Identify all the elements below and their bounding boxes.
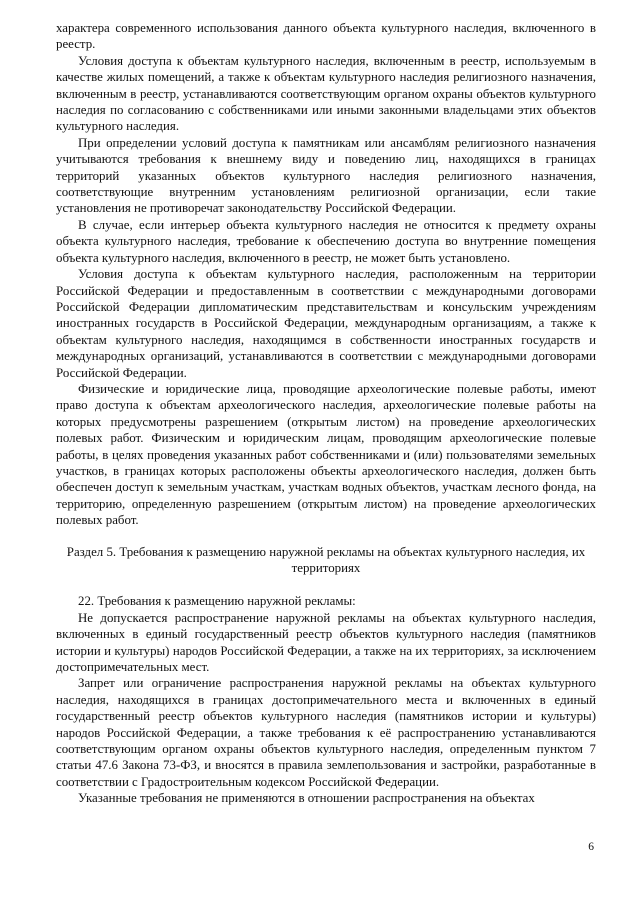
paragraph: Условия доступа к объектам культурного наследия, расположенным на территории Российской Федерации и предоставленным в соответствии с международными договорами Российской Федерации дипломатическим представительствам и консульским учреждениям иностранных государств в Российской Федерации, международным организациям, а также к объектам культурного наследия, находящимся в собственности иностранных государств и международных организаций, устанавливаются в соответствии с международными договорами Российской Федерации. [56,267,596,380]
paragraph: В случае, если интерьер объекта культурного наследия не относится к предмету охраны объекта культурного наследия, требование к обеспечению доступа во внутренние помещения объекта культурного наследия, включенного в реестр, не может быть установлено. [56,217,596,265]
paragraph: Условия доступа к объектам культурного наследия, включенным в реестр, используемым в качестве жилых помещений, а также к объектам культурного наследия религиозного назначения, включенным в реестр, устанавливаются соответствующим органом охраны объектов культурного наследия по согласованию с собственниками или иными законными владельцами этих объектов культурного наследия. [56,53,596,134]
paragraph: Запрет или ограничение распространения наружной рекламы на объектах культурного наследия, находящихся в границах достопримечательного места и включенных в единый государственный реестр объектов культурного наследия (памятников истории и культуры) народов Российской Федерации, а также требования к её распространению устанавливаются соответствующим органом охраны объектов культурного наследия, определенным пунктом 7 статьи 47.6 Закона 73-ФЗ, и вносятся в правила землепользования и застройки, разработанные в соответствии с Градостроительным кодексом Российской Федерации. [56,676,596,789]
section-heading: Раздел 5. Требования к размещению наружной рекламы на объектах культурного наследия, их территориях [66,544,586,575]
page-number: 6 [588,841,594,853]
paragraph: характера современного использования данного объекта культурного наследия, включенного в реестр. [56,21,596,52]
paragraph: Указанные требования не применяются в отношении распространения на объектах [78,791,535,806]
clause-title: 22. Требования к размещению наружной рекламы: [78,594,356,609]
paragraph: Не допускается распространение наружной рекламы на объектах культурного наследия, включенных в единый государственный реестр объектов культурного наследия (памятников истории и культуры) народов Российской Федерации, а также на их территориях, за исключением достопримечательных мест. [56,610,596,675]
paragraph: При определении условий доступа к памятникам или ансамблям религиозного назначения учитываются требования к внешнему виду и поведению лиц, находящихся в границах территорий указанных объектов культурного наследия религиозного назначения, соответствующие внутренним установлениям религиозной организации, если такие установления не противоречат законодательству Российской Федерации. [56,135,596,216]
document-body [56,20,596,807]
paragraph: Физические и юридические лица, проводящие археологические полевые работы, имеют право доступа к объектам археологического наследия, археологические полевые работы на которых предусмотрены разрешением (открытым листом) на проведение археологических полевых работ. Физическим и юридическим лицам, проводящим археологические полевые работы, в целях проведения указанных работ собственниками и (или) пользователями земельных участков, в границах которых расположены объекты археологического наследия, должен быть обеспечен доступ к земельным участкам, участкам водных объектов, участкам лесного фонда, на территорию, определенную разрешением (открытым листом) на проведение археологических полевых работ. [56,381,596,528]
